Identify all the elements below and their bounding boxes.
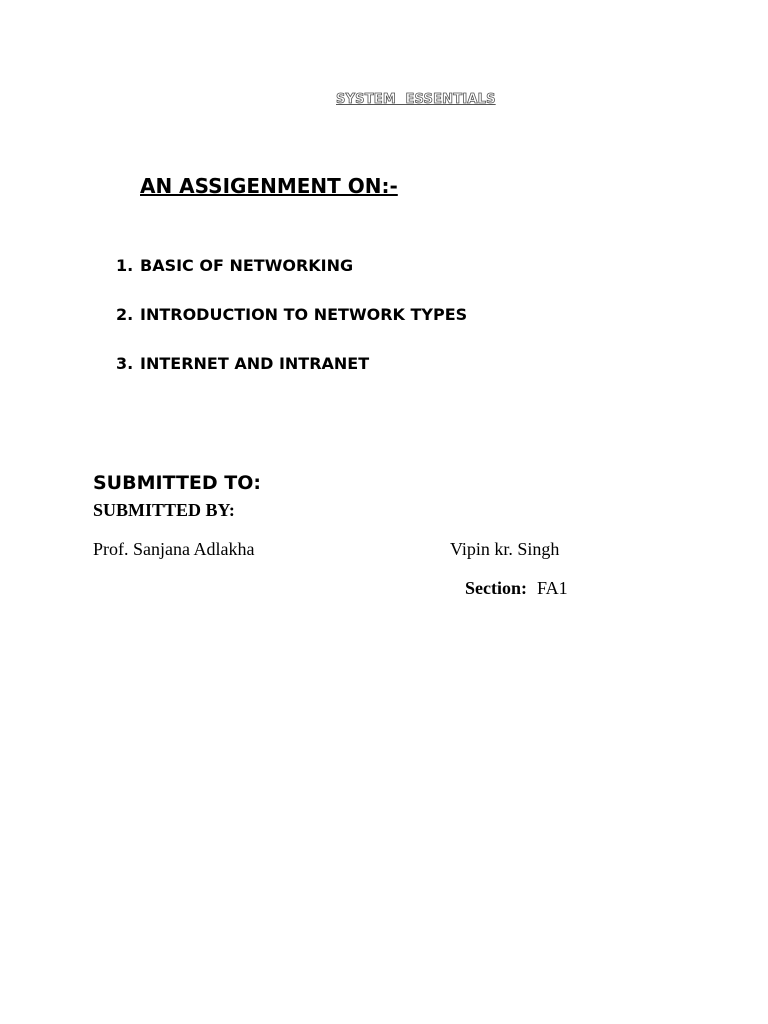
- topic-item: [116, 354, 467, 403]
- topic-item: [116, 256, 467, 305]
- submitted-by-label: SUBMITTED BY:: [93, 500, 235, 520]
- topic-number: 2.: [116, 305, 134, 324]
- topic-label: BASIC OF NETWORKING: [140, 256, 354, 275]
- student-name: Vipin kr. Singh: [450, 539, 560, 559]
- section-line: [465, 578, 568, 599]
- header-title: SYSTEM ESSENTIALS: [336, 92, 496, 107]
- assignment-heading: AN ASSIGENMENT ON:-: [140, 174, 398, 198]
- topic-number: 1.: [116, 256, 134, 275]
- professor-name: Prof. Sanjana Adlakha: [93, 539, 255, 559]
- submitted-to-label: SUBMITTED TO:: [93, 472, 262, 494]
- section-value: FA1: [537, 578, 568, 598]
- topic-label: INTERNET AND INTRANET: [140, 354, 370, 373]
- topic-label: INTRODUCTION TO NETWORK TYPES: [140, 305, 468, 324]
- topic-item: [116, 305, 467, 354]
- topic-list: [116, 256, 467, 403]
- topic-number: 3.: [116, 354, 134, 373]
- section-label: Section:: [465, 578, 527, 598]
